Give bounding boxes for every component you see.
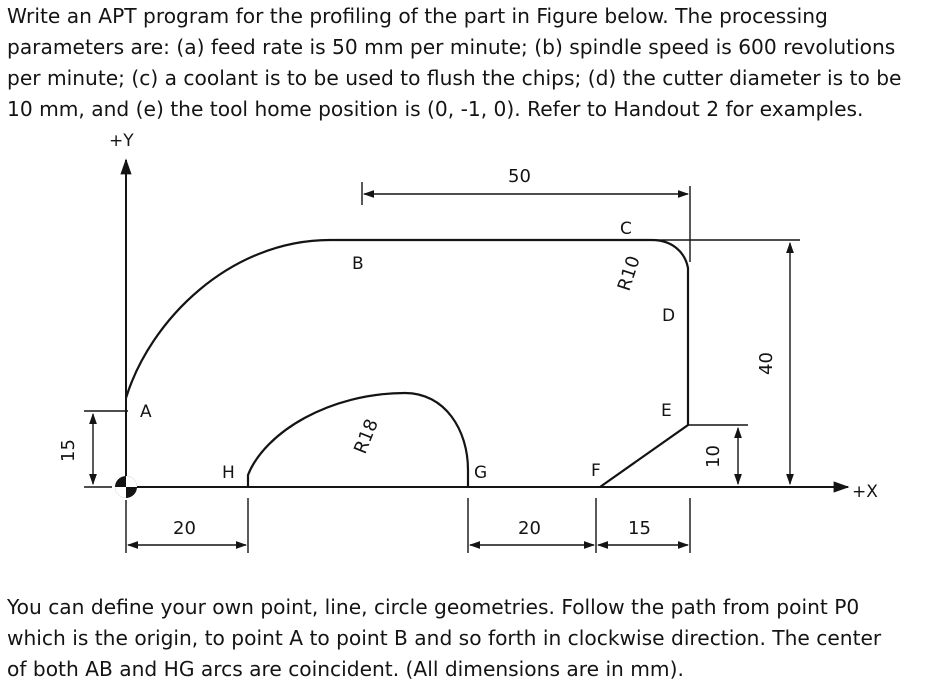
dimension-small-right-value: 10 bbox=[703, 445, 724, 468]
point-c-label: C bbox=[620, 219, 632, 239]
dimension-bottom-h-value: 20 bbox=[173, 518, 196, 539]
instruction-line: of both AB and HG arcs are coincident. (All dimensions are in mm). bbox=[7, 657, 684, 681]
dimension-top bbox=[362, 182, 690, 262]
dimension-left-value: 15 bbox=[58, 439, 79, 462]
point-f-label: F bbox=[591, 461, 601, 481]
dimension-bottom bbox=[126, 498, 690, 553]
dimension-left bbox=[84, 411, 128, 487]
point-d-label: D bbox=[662, 306, 676, 326]
x-axis-label: +X bbox=[852, 482, 878, 502]
part-drawing bbox=[0, 130, 940, 580]
dimension-right-value: 40 bbox=[756, 352, 777, 375]
dimension-bottom-f-value: 15 bbox=[628, 518, 651, 539]
problem-statement bbox=[7, 1, 935, 125]
statement-line: Write an APT program for the profiling of the part in Figure below. The processing bbox=[7, 4, 828, 28]
point-a-label: A bbox=[140, 402, 152, 422]
point-b-label: B bbox=[352, 254, 364, 274]
dimension-right bbox=[652, 240, 800, 484]
dimension-top-value: 50 bbox=[508, 166, 531, 187]
instruction-line: which is the origin, to point A to point B and so forth in clockwise direction. The center bbox=[7, 626, 882, 650]
dimension-bottom-g-value: 20 bbox=[518, 518, 541, 539]
instructions bbox=[7, 592, 935, 685]
instruction-line: You can define your own point, line, circle geometries. Follow the path from point P0 bbox=[7, 595, 860, 619]
part-profile bbox=[126, 240, 688, 487]
point-h-label: H bbox=[222, 463, 235, 483]
y-axis-label: +Y bbox=[109, 131, 134, 151]
statement-line: parameters are: (a) feed rate is 50 mm per minute; (b) spindle speed is 600 revolutions bbox=[7, 35, 896, 59]
point-g-label: G bbox=[474, 463, 488, 483]
radius-r18-label: R18 bbox=[350, 416, 383, 457]
point-e-label: E bbox=[661, 401, 672, 421]
radius-r10-label: R10 bbox=[613, 253, 645, 294]
origin-symbol bbox=[115, 476, 137, 498]
statement-line: 10 mm, and (e) the tool home position is (0, -1, 0). Refer to Handout 2 for examples. bbox=[7, 97, 864, 121]
statement-line: per minute; (c) a coolant is to be used to flush the chips; (d) the cutter diameter is to be bbox=[7, 66, 902, 90]
